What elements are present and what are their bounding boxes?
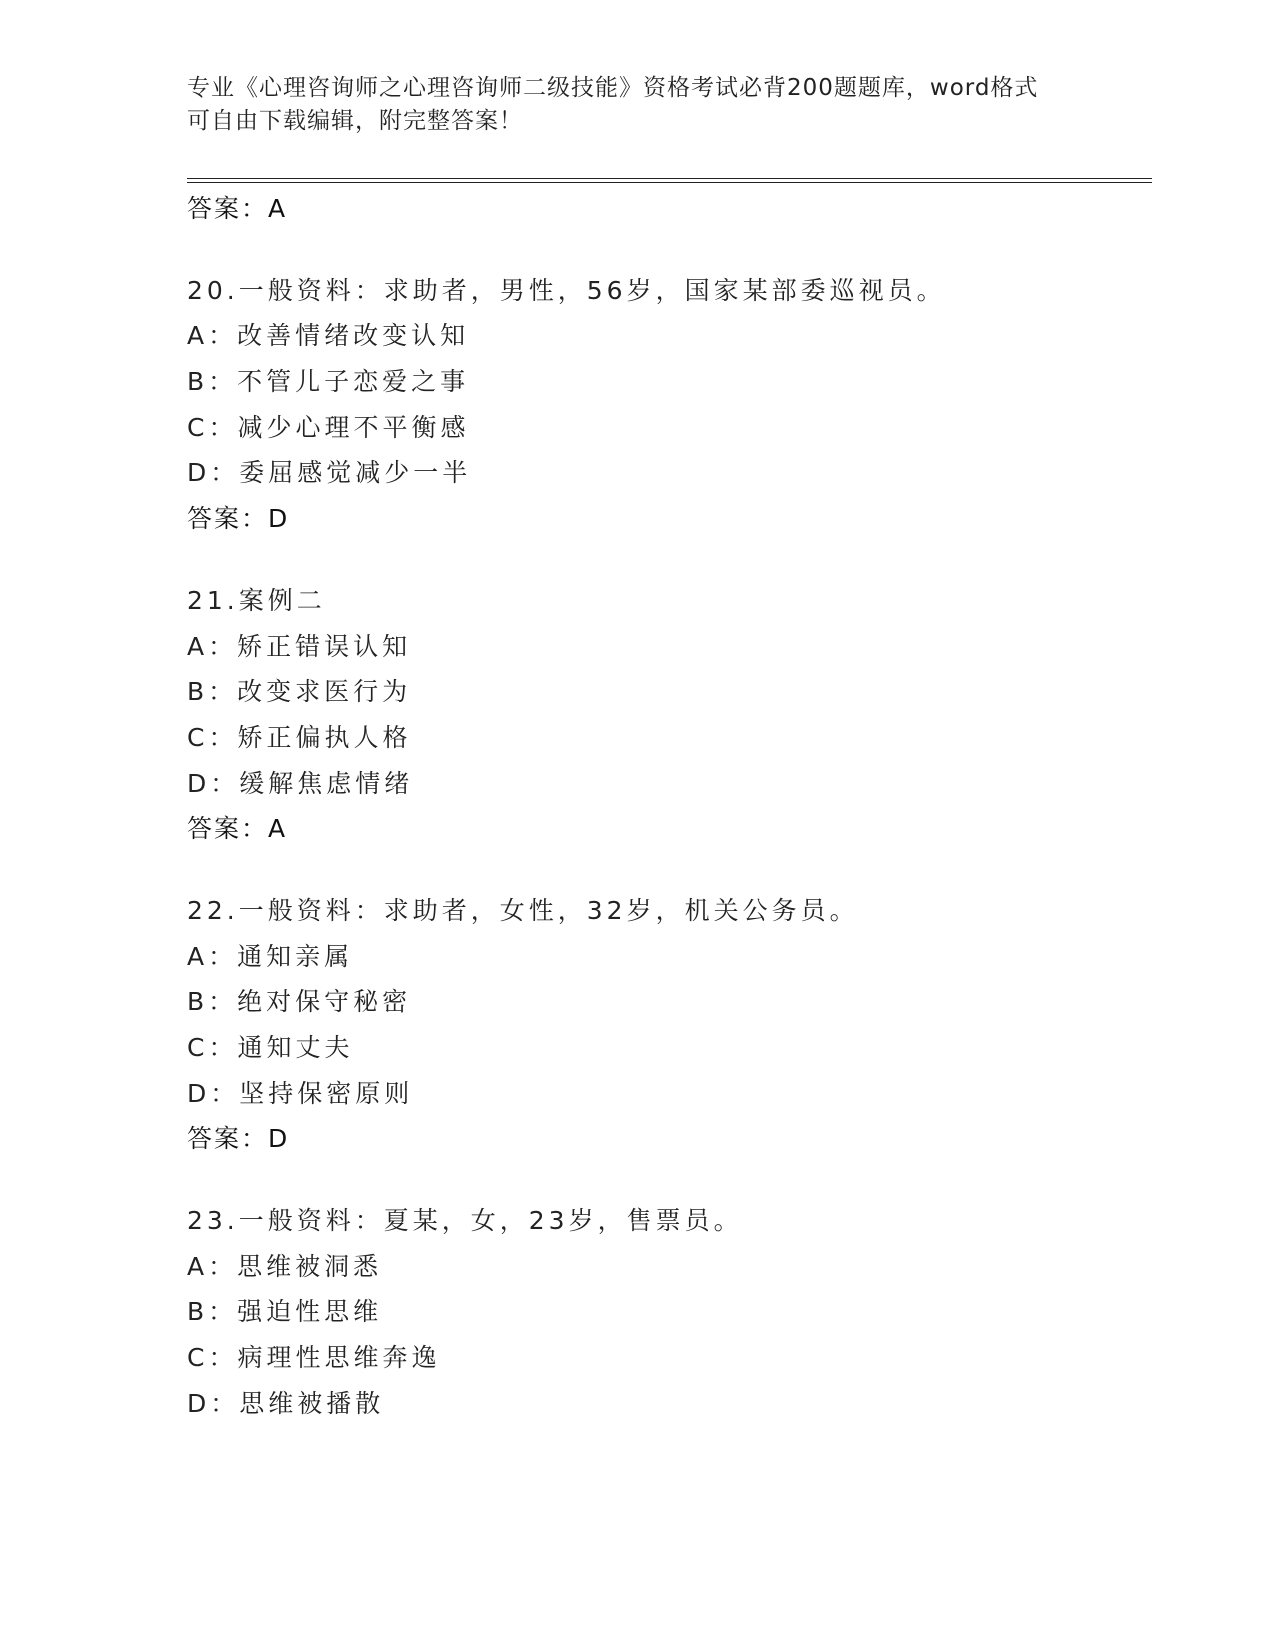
option-d: D：坚持保密原则 [187,1078,414,1108]
document-header [187,72,1087,138]
option-b: B：改变求医行为 [187,677,412,707]
question-stem: 21.案例二 [187,585,326,615]
question-22 [187,888,1152,1162]
answer-line: 答案：A [187,194,288,223]
option-d: D：委屈感觉减少一半 [187,458,472,488]
option-b: B：绝对保守秘密 [187,987,412,1017]
header-line-2: 可自由下载编辑，附完整答案！ [187,108,523,134]
option-d: D：思维被播散 [187,1388,385,1418]
option-c: C：通知丈夫 [187,1033,354,1062]
header-divider [187,178,1152,183]
option-c: C：矫正偏执人格 [187,722,412,752]
option-d: D：缓解焦虑情绪 [187,768,414,798]
question-list [187,186,1152,1427]
answer-line: 答案：A [187,814,288,844]
option-b: B：强迫性思维 [187,1297,383,1327]
option-c: C：减少心理不平衡感 [187,412,470,442]
question-stem: 20.一般资料：求助者，男性，56岁，国家某部委巡视员。 [187,275,946,305]
question-21 [187,578,1152,852]
question-23 [187,1198,1152,1426]
question-stem: 22.一般资料：求助者，女性，32岁，机关公务员。 [187,895,859,925]
answer-line: 答案：D [187,1124,290,1154]
question-stem: 23.一般资料：夏某，女，23岁，售票员。 [187,1206,743,1236]
option-a: A：通知亲属 [187,941,354,971]
question-20 [187,268,1152,542]
option-a: A：思维被洞悉 [187,1251,383,1281]
answer-line: 答案：D [187,504,290,534]
option-a: A：矫正错误认知 [187,631,412,661]
option-c: C：病理性思维奔逸 [187,1343,441,1373]
option-b: B：不管儿子恋爱之事 [187,367,470,397]
option-a: A：改善情绪改变认知 [187,321,470,351]
header-line-1: 专业《心理咨询师之心理咨询师二级技能》资格考试必背200题题库，word格式 [187,75,1039,101]
